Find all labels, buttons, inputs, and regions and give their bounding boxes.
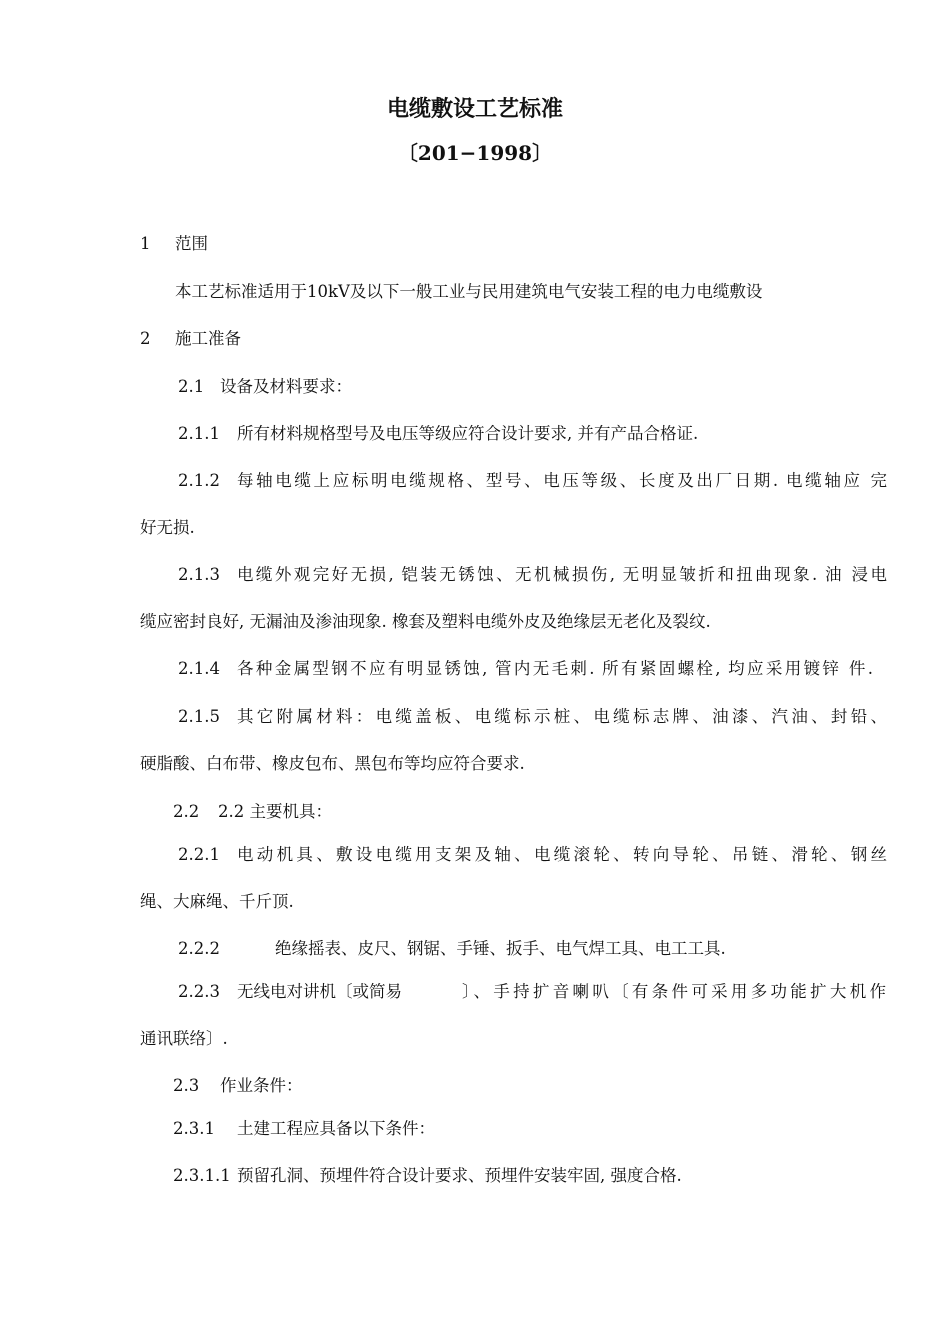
clause-text-line: 电动机具、敷设电缆用支架及轴、电缆滚轮、转向导轮、吊链、滑轮、钢丝 [237, 845, 887, 864]
clause-text: 各种金属型钢不应有明显锈蚀, 管内无毛刺. 所有紧固螺栓, 均应采用镀锌 件. [237, 659, 873, 678]
clause-text: 2.2 主要机具： [218, 802, 332, 821]
document-code: 〔201−1998〕 [397, 141, 553, 165]
clause-number: 2.2.2 [178, 939, 220, 958]
clause-text-part: 〕、手持扩音喇叭〔有条件可采用多功能扩大机作 [462, 982, 886, 1001]
clause-text: 所有材料规格型号及电压等级应符合设计要求, 并有产品合格证. [237, 424, 699, 443]
clause-number: 2.3 [173, 1076, 200, 1095]
clause-text: 设备及材料要求： [220, 377, 352, 396]
clause-text: 预留孔洞、预埋件符合设计要求、预埋件安装牢固, 强度合格. [237, 1166, 682, 1185]
clause-number: 2.2 [173, 802, 200, 821]
section-number: 2 [140, 329, 151, 348]
section-number: 1 [140, 234, 151, 253]
clause-number: 2.2.3 [178, 982, 220, 1001]
clause-text-line: 其它附属材料：电缆盖板、电缆标示桩、电缆标志牌、油漆、汽油、封铅、 [237, 707, 887, 726]
clause-text-line: 通讯联络〕. [140, 1029, 228, 1048]
clause-text: 作业条件： [220, 1076, 303, 1095]
clause-number: 2.1.5 [178, 707, 220, 726]
section-heading: 施工准备 [175, 329, 241, 348]
clause-text-line: 每轴电缆上应标明电缆规格、型号、电压等级、长度及出厂日期. 电缆轴应 完 [237, 471, 887, 490]
clause-text-line: 电缆外观完好无损, 铠装无锈蚀、无机械损伤, 无明显皱折和扭曲现象. 油 浸电 [237, 565, 887, 584]
clause-number: 2.1.2 [178, 471, 220, 490]
clause-text-line: 硬脂酸、白布带、橡皮包布、黑包布等均应符合要求. [140, 754, 525, 773]
clause-number: 2.1.3 [178, 565, 220, 584]
clause-text: 绝缘摇表、皮尺、钢锯、手锤、扳手、电气焊工具、电工工具. [275, 939, 726, 958]
clause-number: 2.3.1.1 [173, 1166, 231, 1185]
clause-text-part: 无线电对讲机〔或简易 [237, 982, 402, 1001]
clause-number: 2.1 [178, 377, 205, 396]
clause-text-line: 好无损. [140, 518, 195, 537]
section-heading: 范围 [175, 234, 208, 253]
document-title: 电缆敷设工艺标准 [386, 96, 563, 122]
clause-number: 2.1.1 [178, 424, 220, 443]
clause-number: 2.3.1 [173, 1119, 215, 1138]
clause-text-line: 缆应密封良好, 无漏油及渗油现象. 橡套及塑料电缆外皮及绝缘层无老化及裂纹. [140, 612, 711, 631]
clause-number: 2.2.1 [178, 845, 220, 864]
section-1-body: 本工艺标准适用于10kV及以下一般工业与民用建筑电气安装工程的电力电缆敷设 [175, 282, 763, 301]
clause-text: 土建工程应具备以下条件： [237, 1119, 435, 1138]
clause-text-line: 绳、大麻绳、千斤顶. [140, 892, 294, 911]
clause-number: 2.1.4 [178, 659, 220, 678]
